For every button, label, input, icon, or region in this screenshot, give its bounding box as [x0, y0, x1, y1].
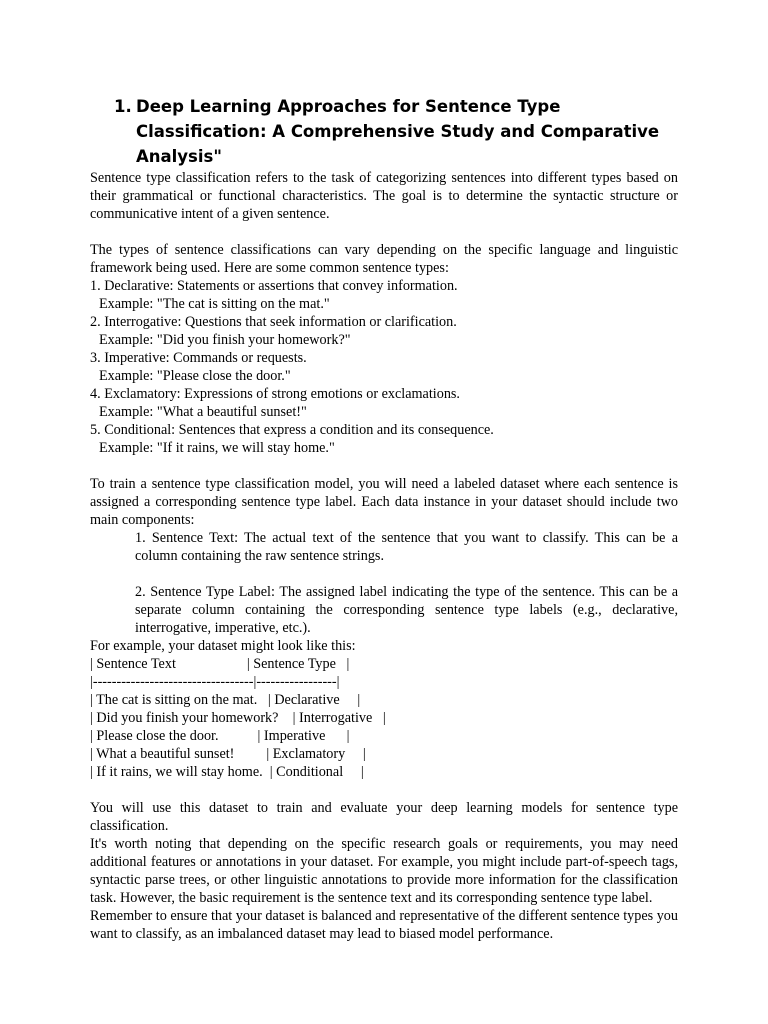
example-intro: For example, your dataset might look like this:: [90, 638, 356, 654]
type-definition: 4. Exclamatory: Expressions of strong emotions or exclamations.: [90, 386, 460, 402]
type-example: Example: "What a beautiful sunset!": [99, 404, 307, 420]
type-definition: 3. Imperative: Commands or requests.: [90, 350, 307, 366]
component-item: 2. Sentence Type Label: The assigned label indicating the type of the sentence. This can be a separate column containing the corresponding sentence type labels (e.g., declarative, interrogative, imperative, etc.).: [135, 584, 678, 636]
type-example: Example: "The cat is sitting on the mat.": [99, 296, 330, 312]
type-example: Example: "If it rains, we will stay home.": [99, 440, 335, 456]
document-page: [90, 94, 678, 943]
table-row: | Did you finish your homework? | Interrogative |: [90, 710, 386, 726]
type-definition: 2. Interrogative: Questions that seek information or clarification.: [90, 314, 457, 330]
intro-paragraph: Sentence type classification refers to the task of categorizing sentences into different types based on their grammatical or functional characteristics. The goal is to determine the syntactic structure or communicative intent of a given sentence.: [90, 170, 678, 222]
table-row: | Sentence Text | Sentence Type |: [90, 656, 350, 672]
heading-number: 1.: [114, 97, 132, 116]
document-body: [90, 169, 678, 943]
table-row: | If it rains, we will stay home. | Conditional |: [90, 764, 364, 780]
type-example: Example: "Did you finish your homework?": [99, 332, 351, 348]
type-definition: 5. Conditional: Sentences that express a condition and its consequence.: [90, 422, 494, 438]
section-heading: [114, 94, 678, 169]
closing-paragraph: Remember to ensure that your dataset is balanced and representative of the different sentence types you want to classify, as an imbalanced dataset may lead to biased model performance.: [90, 908, 678, 942]
closing-paragraph: It's worth noting that depending on the specific research goals or requirements, you may need additional features or annotations in your dataset. For example, you might include part-of-speech tags, syntactic parse trees, or other linguistic annotations to provide more information for the classification task. However, the basic requirement is the sentence text and its corresponding sentence type label.: [90, 836, 678, 906]
table-row: |----------------------------------|-----------------|: [90, 674, 340, 690]
table-row: | The cat is sitting on the mat. | Declarative |: [90, 692, 361, 708]
closing-paragraph: You will use this dataset to train and evaluate your deep learning models for sentence type classification.: [90, 800, 678, 834]
type-definition: 1. Declarative: Statements or assertions that convey information.: [90, 278, 458, 294]
dataset-table: [90, 655, 678, 781]
types-intro-paragraph: The types of sentence classifications can vary depending on the specific language and linguistic framework being used. Here are some common sentence types:: [90, 242, 678, 276]
table-row: | Please close the door. | Imperative |: [90, 728, 350, 744]
sentence-types-list: [90, 277, 678, 457]
train-intro-paragraph: To train a sentence type classification model, you will need a labeled dataset where each sentence is assigned a corresponding sentence type label. Each data instance in your dataset should include two main components:: [90, 476, 678, 528]
table-row: | What a beautiful sunset! | Exclamatory |: [90, 746, 366, 762]
component-item: 1. Sentence Text: The actual text of the sentence that you want to classify. This can be a column containing the raw sentence strings.: [135, 530, 678, 564]
heading-text: Deep Learning Approaches for Sentence Type Classification: A Comprehensive Study and Comparative Analysis": [136, 97, 660, 166]
type-example: Example: "Please close the door.": [99, 368, 291, 384]
